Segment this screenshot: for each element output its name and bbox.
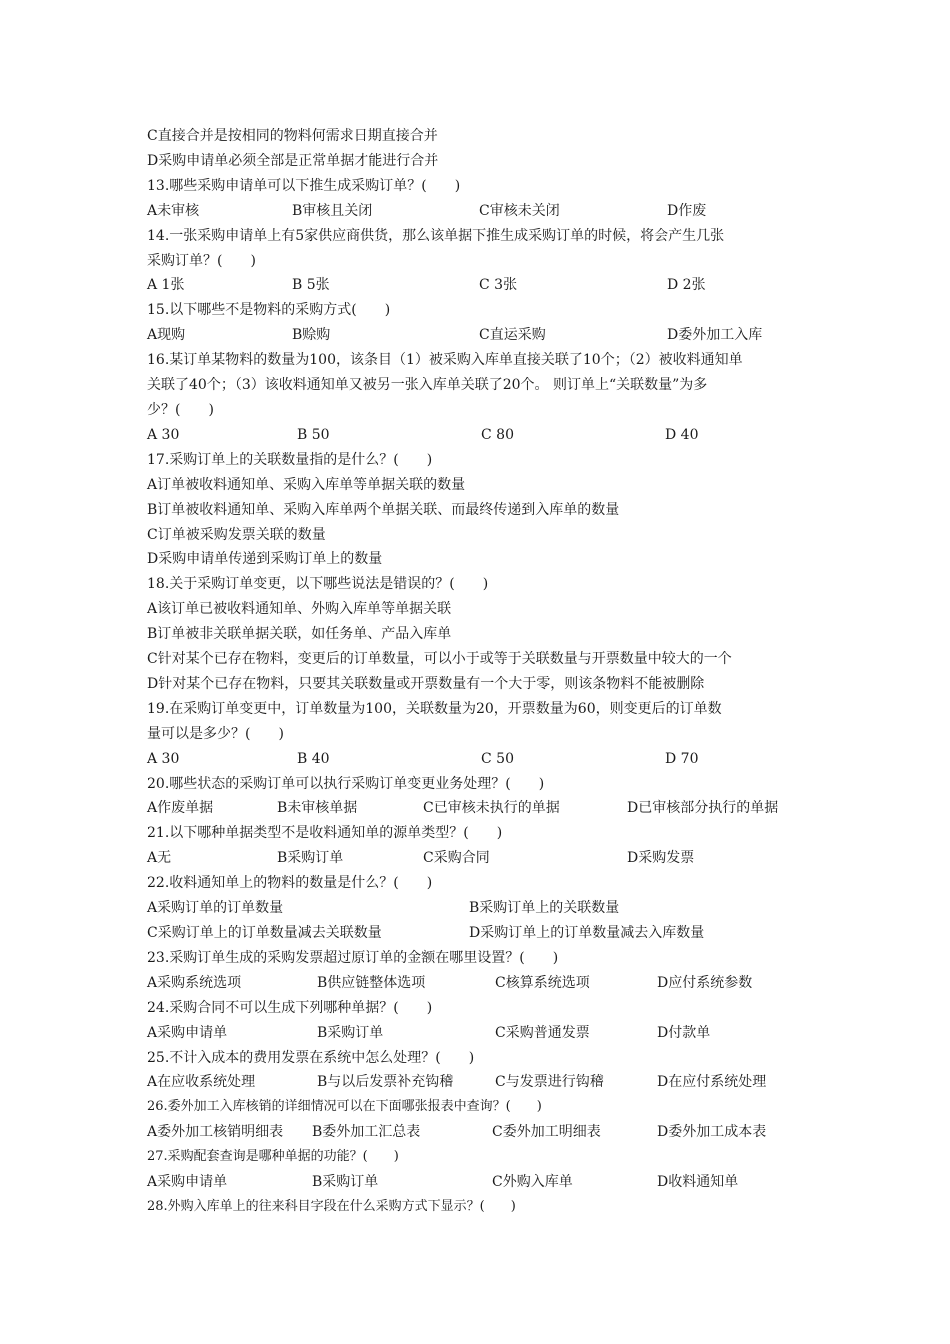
option-d: D针对某个已存在物料，只要其关联数量或开票数量有一个大于零，则该条物料不能被删除 <box>147 675 705 692</box>
question-23: 23.采购订单生成的采购发票超过原订单的金额在哪里设置？( ) <box>147 949 559 966</box>
question-15: 15.以下哪些不是物料的采购方式( ) <box>147 302 391 319</box>
options-15 <box>147 323 837 348</box>
question-28: 28.外购入库单上的往来科目字段在什么采购方式下显示？( ) <box>147 1198 516 1214</box>
option-line: D采购申请单必须全部是正常单据才能进行合并 <box>147 152 439 169</box>
option-b: B未审核单据 <box>277 800 358 817</box>
options-21 <box>147 846 837 871</box>
question-14-cont: 采购订单？( ) <box>147 252 256 269</box>
options-13 <box>147 199 837 224</box>
options-25 <box>147 1070 837 1095</box>
question-17: 17.采购订单上的关联数量指的是什么？( ) <box>147 451 433 468</box>
options-24 <box>147 1021 837 1046</box>
option-a: A委外加工核销明细表 <box>147 1124 284 1141</box>
option-a: A采购订单的订单数量 <box>147 900 284 917</box>
option-c: C核算系统选项 <box>495 974 590 991</box>
option-a: A采购申请单 <box>147 1174 228 1191</box>
option-a: A未审核 <box>147 202 200 219</box>
option-c: C已审核未执行的单据 <box>423 800 560 817</box>
option-a: A在应收系统处理 <box>147 1074 256 1091</box>
option-b: B采购订单 <box>312 1174 379 1191</box>
option-a: A采购系统选项 <box>147 974 242 991</box>
options-26 <box>147 1120 837 1145</box>
option-b: B订单被非关联单据关联，如任务单、产品入库单 <box>147 626 452 643</box>
options-22-row1 <box>147 896 837 921</box>
option-b: B审核且关闭 <box>292 202 373 219</box>
option-c: C采购普通发票 <box>495 1024 590 1041</box>
option-a: A采购申请单 <box>147 1024 228 1041</box>
question-16-cont: 少？( ) <box>147 401 214 418</box>
options-27 <box>147 1170 837 1195</box>
question-list <box>147 124 837 1220</box>
option-b: B赊购 <box>292 327 331 344</box>
option-c: C直运采购 <box>479 327 546 344</box>
option-c: C与发票进行钩稽 <box>495 1074 604 1091</box>
option-b: B 5张 <box>292 277 330 294</box>
option-d: D 40 <box>665 426 699 443</box>
option-d: D作废 <box>667 202 707 219</box>
option-a: A作废单据 <box>147 800 214 817</box>
option-b: B采购订单 <box>277 850 344 867</box>
question-22: 22.收料通知单上的物料的数量是什么？( ) <box>147 875 433 892</box>
option-a: A 30 <box>147 426 180 443</box>
option-d: D采购申请单传递到采购订单上的数量 <box>147 551 383 568</box>
question-25: 25.不计入成本的费用发票在系统中怎么处理？( ) <box>147 1049 475 1066</box>
option-d: D已审核部分执行的单据 <box>627 800 779 817</box>
option-a: A订单被收料通知单、采购入库单等单据关联的数量 <box>147 476 466 493</box>
option-a: A无 <box>147 850 172 867</box>
options-16 <box>147 423 837 448</box>
option-c: C审核未关闭 <box>479 202 560 219</box>
option-b: B委外加工汇总表 <box>312 1124 421 1141</box>
options-14 <box>147 273 837 298</box>
option-d: D委外加工入库 <box>667 327 763 344</box>
option-c: C采购订单上的订单数量减去关联数量 <box>147 925 382 941</box>
option-d: D采购订单上的订单数量减去入库数量 <box>469 925 705 941</box>
option-c: C订单被采购发票关联的数量 <box>147 526 326 543</box>
option-c: C外购入库单 <box>492 1174 573 1191</box>
option-a: A 1张 <box>147 277 185 294</box>
option-d: D在应付系统处理 <box>657 1074 767 1091</box>
question-13: 13.哪些采购申请单可以下推生成采购订单？( ) <box>147 177 461 194</box>
option-a: A该订单已被收料通知单、外购入库单等单据关联 <box>147 601 452 618</box>
option-d: D采购发票 <box>627 850 695 867</box>
question-21: 21.以下哪种单据类型不是收料通知单的源单类型？( ) <box>147 825 503 842</box>
question-16-cont: 关联了40个；（3）该收料通知单又被另一张入库单关联了20个。 则订单上“关联数量”为多 <box>147 377 708 394</box>
option-c: C委外加工明细表 <box>492 1124 601 1141</box>
question-19-cont: 量可以是多少？( ) <box>147 725 284 742</box>
option-b: B采购订单上的关联数量 <box>469 900 620 917</box>
option-c: C 3张 <box>479 277 518 294</box>
question-14: 14.一张采购申请单上有5家供应商供货，那么该单据下推生成采购订单的时候，将会产生几张 <box>147 227 725 244</box>
question-16: 16.某订单某物料的数量为100，该条目（1）被采购入库单直接关联了10个；（2）被收料通知单 <box>147 352 743 369</box>
option-c: C采购合同 <box>423 850 490 867</box>
option-line: C直接合并是按相同的物料何需求日期直接合并 <box>147 128 438 144</box>
option-b: B 50 <box>297 426 330 443</box>
options-22-row2 <box>147 921 837 946</box>
question-27: 27.采购配套查询是哪种单据的功能？( ) <box>147 1149 399 1165</box>
option-d: D委外加工成本表 <box>657 1124 767 1141</box>
option-c: C 50 <box>481 750 514 767</box>
option-a: A 30 <box>147 750 180 767</box>
option-b: B与以后发票补充钩稽 <box>317 1074 454 1091</box>
option-d: D付款单 <box>657 1024 711 1041</box>
option-d: D 2张 <box>667 277 706 294</box>
question-19: 19.在采购订单变更中，订单数量为100，关联数量为20，开票数量为60，则变更后的订单数 <box>147 700 722 717</box>
option-b: B 40 <box>297 750 330 767</box>
option-c: C针对某个已存在物料，变更后的订单数量，可以小于或等于关联数量与开票数量中较大的一个 <box>147 651 732 668</box>
question-26: 26.委外加工入库核销的详细情况可以在下面哪张报表中查询？( ) <box>147 1099 542 1115</box>
option-b: B采购订单 <box>317 1024 384 1041</box>
options-20 <box>147 796 837 821</box>
question-18: 18.关于采购订单变更，以下哪些说法是错误的？( ) <box>147 576 489 593</box>
options-23 <box>147 971 837 996</box>
question-24: 24.采购合同不可以生成下列哪种单据？( ) <box>147 999 433 1016</box>
option-d: D应付系统参数 <box>657 974 753 991</box>
option-a: A现购 <box>147 327 186 344</box>
options-19 <box>147 747 837 772</box>
option-c: C 80 <box>481 426 514 443</box>
question-20: 20.哪些状态的采购订单可以执行采购订单变更业务处理？( ) <box>147 775 545 792</box>
option-d: D 70 <box>665 750 699 767</box>
option-b: B订单被收料通知单、采购入库单两个单据关联、而最终传递到入库单的数量 <box>147 501 620 518</box>
option-d: D收料通知单 <box>657 1174 739 1191</box>
option-b: B供应链整体选项 <box>317 974 426 991</box>
